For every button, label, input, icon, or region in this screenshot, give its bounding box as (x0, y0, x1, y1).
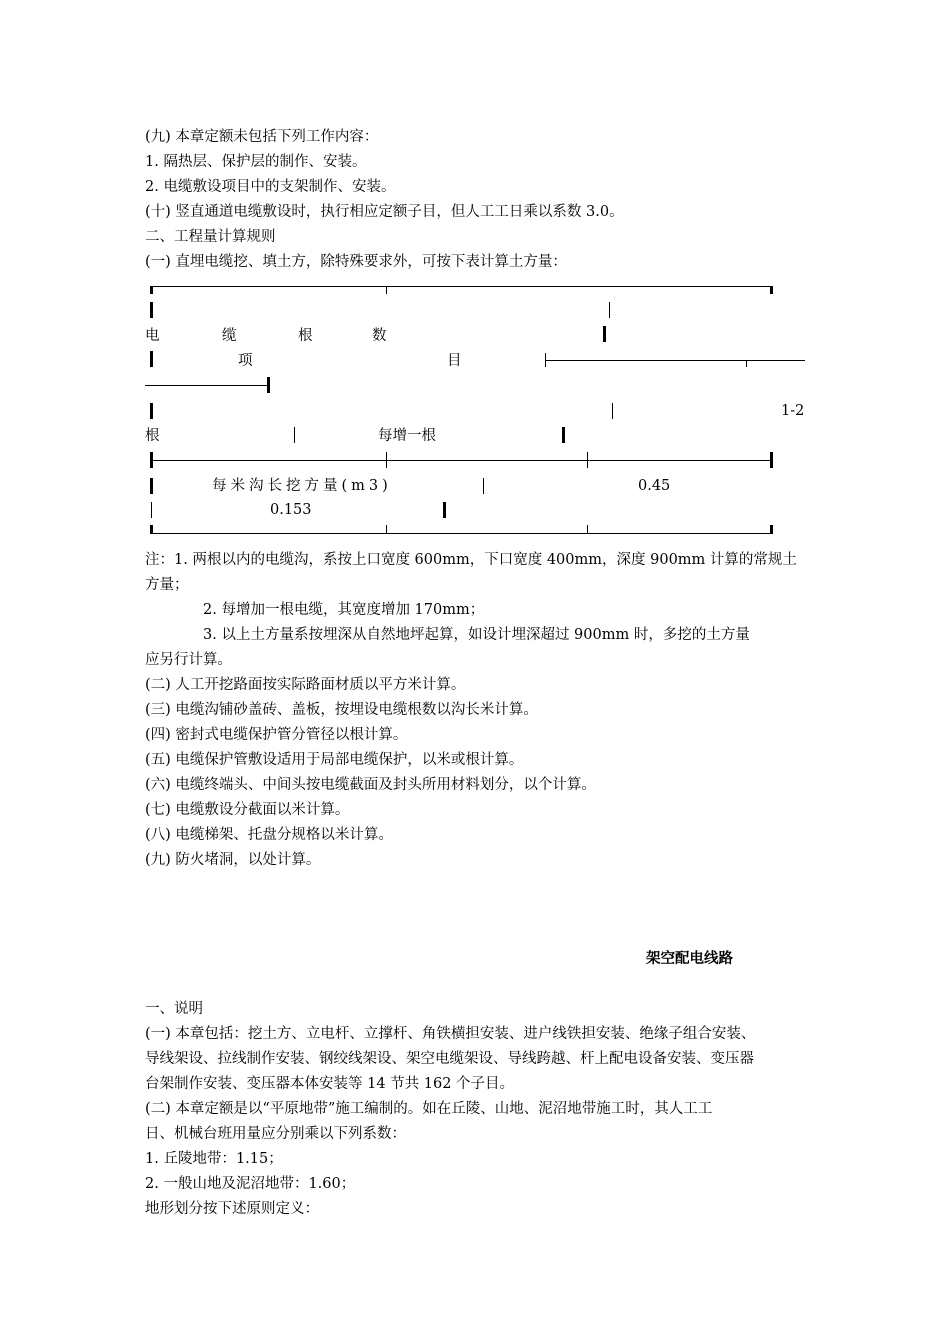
table-rule (145, 385, 267, 386)
note-line: 2. 每增加一根电缆，其宽度增加 170mm； (203, 602, 485, 618)
rule-line: (二) 人工开挖路面按实际路面材质以平方米计算。 (145, 677, 466, 693)
header-cable: 电 (145, 328, 160, 344)
table-rule (150, 460, 773, 461)
table-rule (545, 360, 805, 361)
table-tick (386, 525, 387, 534)
section-heading: 二、工程量计算规则 (145, 229, 276, 245)
table-bar (294, 427, 295, 443)
paragraph-line: (九) 本章定额未包括下列工作内容： (145, 129, 379, 145)
table-tick (386, 286, 387, 294)
table-bar (603, 326, 606, 342)
header-item: 目 (447, 353, 462, 369)
table-bar (443, 502, 446, 518)
rule-line: (四) 密封式电缆保护管分管径以根计算。 (145, 727, 408, 743)
table-bar (562, 427, 565, 443)
column-each-additional: 每增一根 (378, 428, 436, 444)
paragraph-line: (二) 本章定额是以“平原地带”施工编制的。如在丘陵、山地、泥沼地带施工时，其人工工 (145, 1101, 713, 1117)
table-tick (587, 525, 588, 534)
row-label: 每米沟长挖方量(m3) (212, 478, 392, 494)
paragraph-line: 地形划分按下述原则定义： (145, 1201, 319, 1217)
paragraph-line: 台架制作安装、变压器本体安装等 14 节共 162 个子目。 (145, 1076, 515, 1092)
table-tick (587, 452, 588, 468)
paragraph-line: 1. 丘陵地带：1.15； (145, 1151, 283, 1167)
table-bar (150, 403, 153, 419)
table-bar (150, 452, 153, 468)
paragraph-line: 导线架设、拉线制作安装、钢绞线架设、架空电缆架设、导线跨越、杆上配电设备安装、变压器 (145, 1051, 754, 1067)
rule-line: (六) 电缆终端头、中间头按电缆截面及封头所用材料划分，以个计算。 (145, 777, 596, 793)
table-bar (151, 502, 152, 518)
table-bar (770, 452, 773, 468)
table-corner (150, 525, 153, 534)
paragraph-line: 2. 一般山地及泥沼地带：1.60； (145, 1176, 356, 1192)
table-bar (150, 302, 153, 318)
note-line: 应另行计算。 (145, 652, 232, 668)
rule-line: (五) 电缆保护管敷设适用于局部电缆保护，以米或根计算。 (145, 752, 524, 768)
paragraph-line: (十) 竖直通道电缆敷设时，执行相应定额子目，但人工工日乘以系数 3.0。 (145, 204, 624, 220)
table-corner (770, 286, 773, 294)
column-1-2-roots: 1-2 (781, 403, 805, 419)
note-line: 方量； (145, 577, 189, 593)
header-cable: 缆 (222, 328, 237, 344)
paragraph-line: 1. 隔热层、保护层的制作、安装。 (145, 154, 367, 170)
paragraph-line: 日、机械台班用量应分别乘以下列系数： (145, 1126, 406, 1142)
header-count: 数 (372, 328, 387, 344)
table-tick (386, 452, 387, 468)
table-bar (150, 351, 153, 367)
rule-line: (九) 防火堵洞，以处计算。 (145, 852, 321, 868)
value-each-additional: 0.153 (270, 502, 312, 518)
rule-line: (七) 电缆敷设分截面以米计算。 (145, 802, 350, 818)
paragraph-line: (一) 本章包括：挖土方、立电杆、立撑杆、角铁横担安装、进户线铁担安装、绝缘子组合安装、 (145, 1026, 756, 1042)
table-corner (150, 286, 153, 294)
header-item: 项 (238, 353, 253, 369)
rule-line: (三) 电缆沟铺砂盖砖、盖板，按埋设电缆根数以沟长米计算。 (145, 702, 538, 718)
table-bar (609, 302, 610, 318)
paragraph-line: (一) 直埋电缆挖、填土方，除特殊要求外，可按下表计算土方量： (145, 254, 567, 270)
table-corner (770, 525, 773, 534)
header-count: 根 (298, 328, 313, 344)
rule-line: (八) 电缆梯架、托盘分规格以米计算。 (145, 827, 393, 843)
table-bar (267, 377, 270, 393)
paragraph-line: 2. 电缆敷设项目中的支架制作、安装。 (145, 179, 396, 195)
table-border-top (150, 286, 773, 287)
table-border-bottom (150, 533, 773, 534)
table-tick (746, 360, 747, 367)
table-bar (150, 478, 153, 494)
section-heading: 一、说明 (145, 1001, 203, 1017)
column-1-2-roots: 根 (145, 428, 160, 444)
note-line: 3. 以上土方量系按埋深从自然地坪起算，如设计埋深超过 900mm 时，多挖的土方量 (203, 627, 750, 643)
table-bar (483, 478, 484, 494)
value-1-2-roots: 0.45 (638, 478, 671, 494)
note-line: 注：1. 两根以内的电缆沟，系按上口宽度 600mm，下口宽度 400mm，深度 900mm 计算的常规土 (145, 552, 797, 568)
table-bar (612, 403, 613, 419)
chapter-title: 架空配电线路 (646, 951, 733, 967)
